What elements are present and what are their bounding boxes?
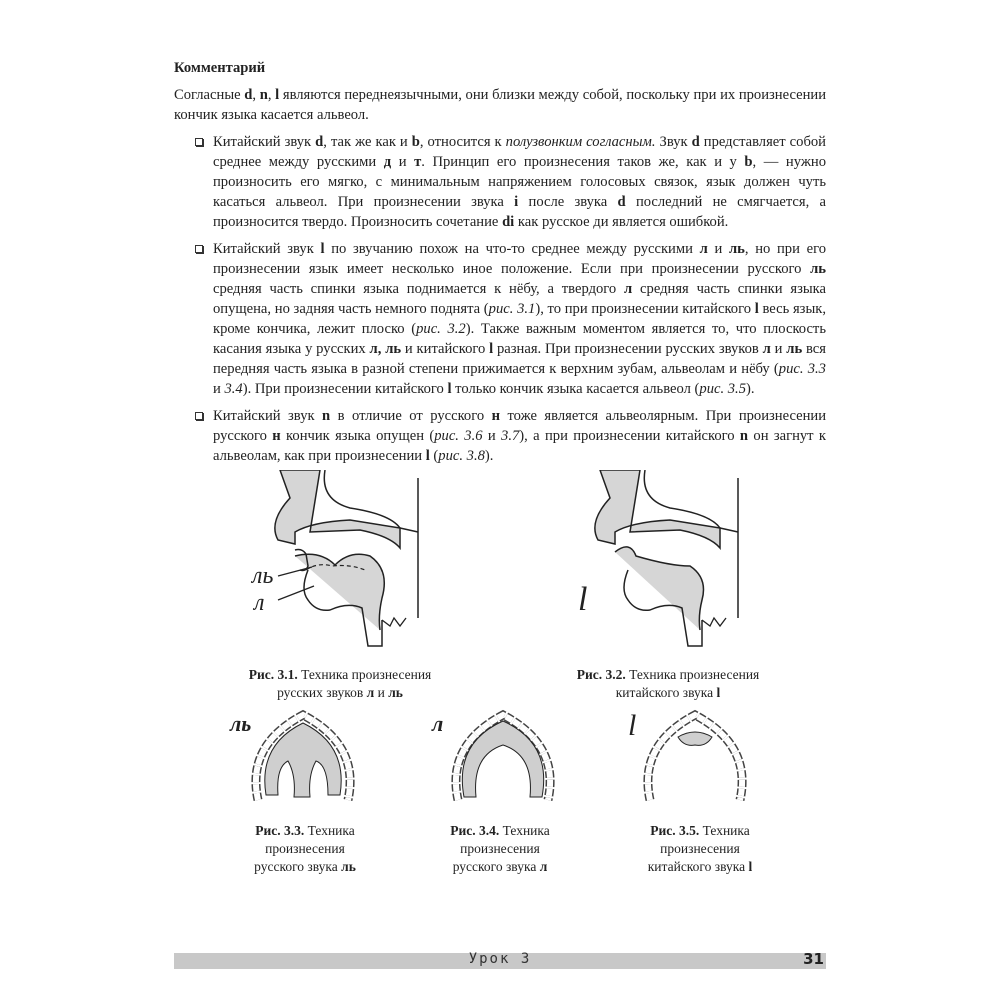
bullet-item-d: Китайский звук d, так же как и b, относится к полузвонким согласным. Звук d представляет собой среднее между русскими д и т. Принцип его произнесения таков же, как и у b, — нужно произносить его мягко, с минимальным напряжением голосовых связок, язык должен чуть касаться альвеол. При произнесении звука i после звука d последний не смягчается, а произносится твердо. Произносить сочетание di как русское ди является ошибкой. (174, 132, 826, 232)
caption-fig-3-1: Рис. 3.1. Техника произнесения русских звуков л и ль (248, 667, 432, 700)
figure-3-1-mouth-diagram (250, 470, 450, 660)
caption-fig-3-4: Рис. 3.4. Техника произнесения русского звука л (450, 823, 550, 874)
figure-label-chinese-l: l (578, 581, 588, 618)
bullet-list (174, 132, 826, 466)
text-body (174, 58, 826, 473)
intro-paragraph: Согласные d, n, l являются переднеязычными, они близки между собой, поскольку при их произнесении кончик языка касается альвеол. (174, 87, 827, 123)
figure-label-hard-l: л (432, 711, 444, 736)
checkbox-bullet-icon (195, 245, 203, 253)
footer-lesson-title: Урок 3 (468, 951, 532, 967)
checkbox-bullet-icon (195, 412, 203, 420)
figure-3-4-palate-diagram (428, 705, 578, 815)
figure-3-3-palate-diagram (228, 705, 378, 815)
caption-fig-3-5: Рис. 3.5. Техника произнесения китайского звука l (647, 823, 753, 874)
checkbox-bullet-icon (195, 138, 203, 146)
figure-3-2-mouth-diagram (570, 470, 770, 660)
bullet-item-n: Китайский звук n в отличие от русского н тоже является альвеолярным. При произнесении русского н кончик языка опущен (рис. 3.6 и 3.7), а при произнесении китайского n он загнут к альвеолам, как при произнесении l (рис. 3.8). (174, 406, 826, 466)
figure-label-soft-l: ль (230, 711, 252, 736)
caption-fig-3-2: Рис. 3.2. Техника произнесения китайского звука l (576, 667, 760, 700)
figure-label-soft-l: ль (252, 563, 274, 589)
caption-fig-3-3: Рис. 3.3. Техника произнесения русского звука ль (254, 823, 356, 874)
page-number: 31 (803, 950, 824, 968)
figure-3-5-palate-diagram (620, 705, 770, 815)
figure-label-chinese-l: l (628, 709, 637, 742)
bullet-item-l: Китайский звук l по звучанию похож на что-то среднее между русскими л и ль, но при его произнесении язык имеет несколько иное положение. Если при произнесении русского ль средняя часть спинки языка поднимается к нёбу, а твердого л средняя часть спинки языка опущена, но задняя часть немного поднята (рис. 3.1), то при произнесении китайского l весь язык, кроме кончика, лежит плоско (рис. 3.2). Также важным моментом является то, что плоскость касания языка у русских л, ль и китайского l разная. При произнесении русских звуков л и ль вся передняя часть языка в разной степени прижимается к верхним зубам, альвеолам и нёбу (рис. 3.3 и 3.4). При произнесении китайского l только кончик языка касается альвеол (рис. 3.5). (174, 239, 826, 399)
figure-label-hard-l: л (254, 590, 265, 616)
section-heading: Комментарий (174, 60, 266, 76)
